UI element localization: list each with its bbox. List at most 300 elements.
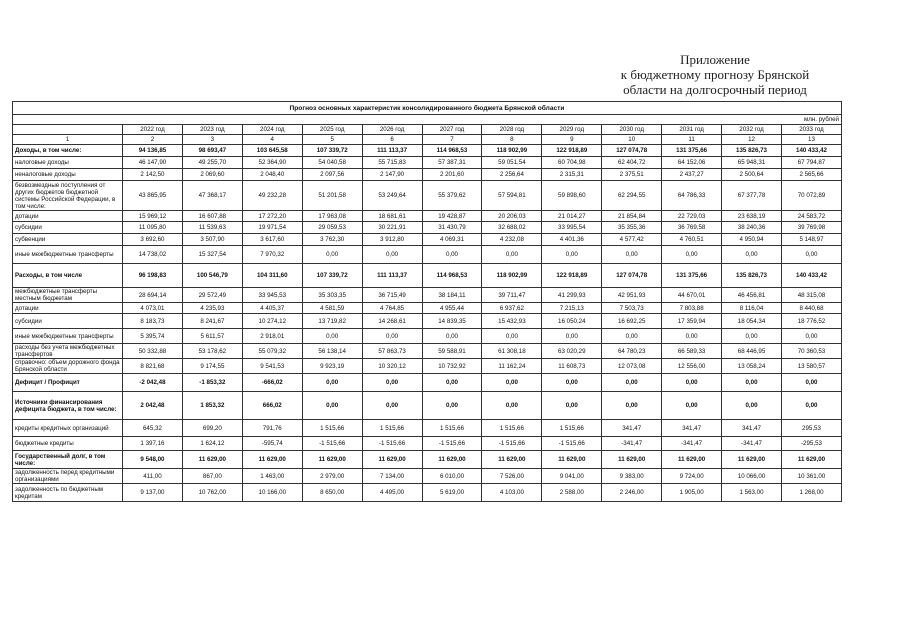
row-value: 1 515,66 <box>542 420 602 437</box>
row-label: дотации <box>13 211 123 222</box>
year-header-row <box>13 125 842 135</box>
appendix-line: к бюджетному прогнозу Брянской <box>620 67 810 82</box>
row-label: Дефицит / Профицит <box>13 374 123 392</box>
row-value: 14 268,61 <box>362 314 422 329</box>
column-number: 10 <box>602 135 662 145</box>
row-value: 17 272,20 <box>242 211 302 222</box>
row-value: 70 360,53 <box>781 344 841 359</box>
row-value: 11 629,00 <box>482 451 542 469</box>
row-value: 127 074,78 <box>602 145 662 157</box>
row-value: 4 405,37 <box>242 303 302 314</box>
row-value: 0,00 <box>602 374 662 392</box>
row-value: 2 246,00 <box>602 484 662 502</box>
row-value: 9 174,55 <box>182 359 242 374</box>
table-row <box>13 303 842 314</box>
row-value: 1 515,66 <box>422 420 482 437</box>
row-value: 0,00 <box>662 329 722 344</box>
column-number: 4 <box>242 135 302 145</box>
row-value: 19 428,87 <box>422 211 482 222</box>
row-value: 55 379,62 <box>422 181 482 211</box>
column-number-row <box>13 135 842 145</box>
row-value: 0,00 <box>362 374 422 392</box>
row-label: межбюджетные трансферты местным бюджетам <box>13 288 123 303</box>
row-value: 56 138,14 <box>302 344 362 359</box>
row-value: 0,00 <box>422 392 482 420</box>
row-value: 1 515,66 <box>302 420 362 437</box>
row-value: 645,32 <box>123 420 183 437</box>
row-value: 111 113,37 <box>362 264 422 288</box>
row-label: Государственный долг, в том числе: <box>13 451 123 469</box>
row-value: 13 058,24 <box>722 359 782 374</box>
year-header: 2022 год <box>123 125 183 135</box>
row-value: 5 148,97 <box>781 234 841 246</box>
row-label: Доходы, в том числе: <box>13 145 123 157</box>
row-value: 4 950,94 <box>722 234 782 246</box>
row-value: 11 095,80 <box>123 222 183 234</box>
row-value: 2 048,40 <box>242 169 302 181</box>
row-value: 0,00 <box>722 329 782 344</box>
row-value: 2 201,60 <box>422 169 482 181</box>
row-value: 4 577,42 <box>602 234 662 246</box>
row-value: 1 853,32 <box>182 392 242 420</box>
row-value: 65 948,31 <box>722 157 782 169</box>
budget-forecast-table <box>12 101 842 502</box>
header-blank-cell <box>13 125 123 135</box>
row-label: кредиты кредитных организаций <box>13 420 123 437</box>
row-value: 67 377,78 <box>722 181 782 211</box>
row-value: 9 548,00 <box>123 451 183 469</box>
row-value: 2 315,31 <box>542 169 602 181</box>
row-value: 0,00 <box>362 246 422 264</box>
row-value: 2 069,60 <box>182 169 242 181</box>
row-value: 62 294,55 <box>602 181 662 211</box>
row-value: 4 232,08 <box>482 234 542 246</box>
row-value: 0,00 <box>302 392 362 420</box>
row-value: 8 821,68 <box>123 359 183 374</box>
row-value: 21 854,84 <box>602 211 662 222</box>
table-row <box>13 359 842 374</box>
year-header: 2025 год <box>302 125 362 135</box>
row-value: 48 315,08 <box>781 288 841 303</box>
row-value: 43 865,95 <box>123 181 183 211</box>
row-value: 0,00 <box>781 329 841 344</box>
row-value: 4 764,85 <box>362 303 422 314</box>
table-row <box>13 169 842 181</box>
row-value: 1 515,66 <box>482 420 542 437</box>
row-value: 0,00 <box>602 246 662 264</box>
row-value: 0,00 <box>362 329 422 344</box>
row-value: 59 898,60 <box>542 181 602 211</box>
row-value: 20 206,03 <box>482 211 542 222</box>
row-value: 17 963,08 <box>302 211 362 222</box>
row-value: 0,00 <box>781 246 841 264</box>
row-label: налоговые доходы <box>13 157 123 169</box>
table-row <box>13 329 842 344</box>
row-value: 7 134,00 <box>362 469 422 484</box>
row-value: 8 116,04 <box>722 303 782 314</box>
row-value: 8 650,00 <box>302 484 362 502</box>
row-value: 8 183,73 <box>123 314 183 329</box>
row-value: 28 694,14 <box>123 288 183 303</box>
row-value: 57 594,81 <box>482 181 542 211</box>
row-value: 11 162,24 <box>482 359 542 374</box>
row-value: 1 268,00 <box>781 484 841 502</box>
row-value: 0,00 <box>542 246 602 264</box>
table-row <box>13 420 842 437</box>
table-row <box>13 222 842 234</box>
row-value: 4 581,59 <box>302 303 362 314</box>
row-label: задолженность перед кредитными организациями <box>13 469 123 484</box>
row-value: 53 178,62 <box>182 344 242 359</box>
year-header: 2023 год <box>182 125 242 135</box>
row-value: 0,00 <box>722 246 782 264</box>
row-value: 15 432,93 <box>482 314 542 329</box>
column-number: 6 <box>362 135 422 145</box>
table-title: Прогноз основных характеристик консолидированного бюджета Брянской области <box>13 102 842 115</box>
row-value: 0,00 <box>362 392 422 420</box>
row-value: 8 241,67 <box>182 314 242 329</box>
row-value: 0,00 <box>302 246 362 264</box>
row-value: 341,47 <box>602 420 662 437</box>
row-value: 140 433,42 <box>781 264 841 288</box>
row-value: 36 769,58 <box>662 222 722 234</box>
row-value: 22 729,03 <box>662 211 722 222</box>
column-number: 3 <box>182 135 242 145</box>
row-value: 42 951,93 <box>602 288 662 303</box>
row-value: 699,20 <box>182 420 242 437</box>
row-value: 131 375,66 <box>662 264 722 288</box>
row-value: 341,47 <box>662 420 722 437</box>
row-label: Источники финансирования дефицита бюджета, в том числе: <box>13 392 123 420</box>
column-number: 5 <box>302 135 362 145</box>
row-value: 103 645,58 <box>242 145 302 157</box>
table-row <box>13 344 842 359</box>
row-value: 0,00 <box>542 374 602 392</box>
row-value: 791,76 <box>242 420 302 437</box>
row-value: 2 588,00 <box>542 484 602 502</box>
row-label: иные межбюджетные трансферты <box>13 329 123 344</box>
column-number: 9 <box>542 135 602 145</box>
column-number: 2 <box>123 135 183 145</box>
row-value: 31 430,79 <box>422 222 482 234</box>
row-value: 10 732,92 <box>422 359 482 374</box>
row-value: 104 311,60 <box>242 264 302 288</box>
row-value: 11 608,73 <box>542 359 602 374</box>
unit-row <box>13 115 842 125</box>
row-value: 10 762,00 <box>182 484 242 502</box>
row-value: 100 546,79 <box>182 264 242 288</box>
row-value: 0,00 <box>722 392 782 420</box>
row-label: неналоговые доходы <box>13 169 123 181</box>
row-value: 9 383,00 <box>602 469 662 484</box>
column-number: 7 <box>422 135 482 145</box>
row-value: 5 619,00 <box>422 484 482 502</box>
row-value: 295,53 <box>781 420 841 437</box>
row-value: 17 359,94 <box>662 314 722 329</box>
row-value: 18 776,52 <box>781 314 841 329</box>
row-value: 2 142,50 <box>123 169 183 181</box>
row-value: 4 955,44 <box>422 303 482 314</box>
row-value: 46 147,90 <box>123 157 183 169</box>
row-value: 0,00 <box>302 329 362 344</box>
row-value: -1 515,66 <box>422 437 482 451</box>
row-value: 3 692,60 <box>123 234 183 246</box>
row-value: 44 670,01 <box>662 288 722 303</box>
year-header: 2028 год <box>482 125 542 135</box>
row-value: 2 097,56 <box>302 169 362 181</box>
row-value: 54 040,58 <box>302 157 362 169</box>
row-value: 33 945,53 <box>242 288 302 303</box>
row-value: 64 780,23 <box>602 344 662 359</box>
row-value: 10 066,00 <box>722 469 782 484</box>
row-value: 13 580,57 <box>781 359 841 374</box>
row-value: 63 020,29 <box>542 344 602 359</box>
table-row <box>13 469 842 484</box>
row-value: 4 495,00 <box>362 484 422 502</box>
row-value: 131 375,66 <box>662 145 722 157</box>
row-value: 2 437,27 <box>662 169 722 181</box>
table-row <box>13 145 842 157</box>
appendix-line: Приложение <box>680 52 750 67</box>
row-value: 5 611,57 <box>182 329 242 344</box>
row-value: 867,00 <box>182 469 242 484</box>
row-value: 55 715,83 <box>362 157 422 169</box>
row-value: 0,00 <box>422 246 482 264</box>
row-value: 64 152,06 <box>662 157 722 169</box>
row-value: -341,47 <box>602 437 662 451</box>
row-value: 70 072,89 <box>781 181 841 211</box>
row-value: 36 715,49 <box>362 288 422 303</box>
row-value: 19 971,54 <box>242 222 302 234</box>
row-value: 62 404,72 <box>602 157 662 169</box>
row-value: 11 629,00 <box>602 451 662 469</box>
row-value: 1 563,00 <box>722 484 782 502</box>
row-value: 135 826,73 <box>722 145 782 157</box>
row-value: 7 970,32 <box>242 246 302 264</box>
column-number: 8 <box>482 135 542 145</box>
row-value: 15 969,12 <box>123 211 183 222</box>
row-value: 10 361,00 <box>781 469 841 484</box>
year-header: 2027 год <box>422 125 482 135</box>
row-value: 1 463,00 <box>242 469 302 484</box>
row-value: 107 339,72 <box>302 145 362 157</box>
row-value: 2 375,51 <box>602 169 662 181</box>
row-value: -595,74 <box>242 437 302 451</box>
row-value: 14 839,35 <box>422 314 482 329</box>
row-value: 0,00 <box>781 392 841 420</box>
row-value: 39 769,98 <box>781 222 841 234</box>
row-value: 118 902,99 <box>482 264 542 288</box>
row-value: 0,00 <box>662 392 722 420</box>
row-value: -1 515,66 <box>362 437 422 451</box>
row-value: 107 339,72 <box>302 264 362 288</box>
row-value: 135 826,73 <box>722 264 782 288</box>
appendix-line: области на долгосрочный период <box>623 82 807 97</box>
row-value: 64 786,33 <box>662 181 722 211</box>
row-value: 30 221,91 <box>362 222 422 234</box>
row-value: 9 137,00 <box>123 484 183 502</box>
table-row <box>13 314 842 329</box>
column-number: 12 <box>722 135 782 145</box>
year-header: 2026 год <box>362 125 422 135</box>
row-value: 2 918,01 <box>242 329 302 344</box>
table-row <box>13 437 842 451</box>
row-value: 24 583,72 <box>781 211 841 222</box>
row-value: 49 255,70 <box>182 157 242 169</box>
row-value: 11 629,00 <box>362 451 422 469</box>
year-header: 2031 год <box>662 125 722 135</box>
row-value: 8 440,68 <box>781 303 841 314</box>
row-value: -666,02 <box>242 374 302 392</box>
row-value: 38 240,36 <box>722 222 782 234</box>
row-label: расходы без учета межбюджетных трансфертов <box>13 344 123 359</box>
table-row <box>13 484 842 502</box>
row-value: 9 541,53 <box>242 359 302 374</box>
row-value: 18 681,61 <box>362 211 422 222</box>
row-value: 11 629,00 <box>182 451 242 469</box>
row-value: 9 041,00 <box>542 469 602 484</box>
row-value: -1 853,32 <box>182 374 242 392</box>
table-row <box>13 157 842 169</box>
row-value: 16 607,88 <box>182 211 242 222</box>
row-value: 4 103,00 <box>482 484 542 502</box>
column-number: 11 <box>662 135 722 145</box>
row-value: 0,00 <box>662 246 722 264</box>
row-value: 51 201,58 <box>302 181 362 211</box>
row-value: 29 572,49 <box>182 288 242 303</box>
row-value: 61 308,18 <box>482 344 542 359</box>
year-header: 2029 год <box>542 125 602 135</box>
row-label: дотации <box>13 303 123 314</box>
row-value: -341,47 <box>722 437 782 451</box>
row-value: 0,00 <box>602 329 662 344</box>
year-header: 2030 год <box>602 125 662 135</box>
row-value: 66 589,33 <box>662 344 722 359</box>
row-value: 0,00 <box>722 374 782 392</box>
table-row <box>13 211 842 222</box>
row-value: 0,00 <box>422 374 482 392</box>
row-value: 11 629,00 <box>542 451 602 469</box>
row-value: 11 539,63 <box>182 222 242 234</box>
row-value: 11 629,00 <box>722 451 782 469</box>
row-value: 35 303,35 <box>302 288 362 303</box>
year-header: 2024 год <box>242 125 302 135</box>
table-row <box>13 264 842 288</box>
year-header: 2032 год <box>722 125 782 135</box>
row-value: 11 629,00 <box>781 451 841 469</box>
row-value: 140 433,42 <box>781 145 841 157</box>
row-value: 2 500,64 <box>722 169 782 181</box>
table-title-row <box>13 102 842 115</box>
row-value: -2 042,48 <box>123 374 183 392</box>
row-value: 1 624,12 <box>182 437 242 451</box>
row-value: 114 968,53 <box>422 145 482 157</box>
column-number: 1 <box>13 135 123 145</box>
row-value: 114 968,53 <box>422 264 482 288</box>
row-value: 11 629,00 <box>242 451 302 469</box>
row-value: 35 355,36 <box>602 222 662 234</box>
row-value: 2 979,00 <box>302 469 362 484</box>
row-value: 6 937,62 <box>482 303 542 314</box>
row-value: 341,47 <box>722 420 782 437</box>
row-value: 3 617,60 <box>242 234 302 246</box>
row-value: 33 995,54 <box>542 222 602 234</box>
row-value: -341,47 <box>662 437 722 451</box>
row-value: 0,00 <box>302 374 362 392</box>
row-value: 666,02 <box>242 392 302 420</box>
row-value: -1 515,66 <box>302 437 362 451</box>
row-value: 7 803,88 <box>662 303 722 314</box>
row-value: 4 073,01 <box>123 303 183 314</box>
row-value: 0,00 <box>422 329 482 344</box>
row-value: 57 863,73 <box>362 344 422 359</box>
row-value: 2 147,90 <box>362 169 422 181</box>
row-value: 1 515,66 <box>362 420 422 437</box>
table-row <box>13 234 842 246</box>
row-label: субсидии <box>13 222 123 234</box>
row-value: 1 905,00 <box>662 484 722 502</box>
row-value: -295,53 <box>781 437 841 451</box>
row-value: 14 738,02 <box>123 246 183 264</box>
row-value: 59 051,54 <box>482 157 542 169</box>
row-value: 9 724,00 <box>662 469 722 484</box>
year-header: 2033 год <box>781 125 841 135</box>
row-value: 67 794,87 <box>781 157 841 169</box>
row-value: 55 079,32 <box>242 344 302 359</box>
row-value: 16 050,24 <box>542 314 602 329</box>
table-row <box>13 246 842 264</box>
table-row <box>13 288 842 303</box>
row-value: 2 256,64 <box>482 169 542 181</box>
row-value: 0,00 <box>482 329 542 344</box>
row-label: безвозмездные поступления от других бюджетов бюджетной системы Российской Федерации, в том числе: <box>13 181 123 211</box>
row-value: 12 556,00 <box>662 359 722 374</box>
row-value: 7 526,00 <box>482 469 542 484</box>
row-label: субвенции <box>13 234 123 246</box>
table-row <box>13 374 842 392</box>
row-value: 47 368,17 <box>182 181 242 211</box>
row-value: 11 629,00 <box>422 451 482 469</box>
row-value: 50 332,88 <box>123 344 183 359</box>
row-value: -1 515,66 <box>542 437 602 451</box>
row-value: -1 515,66 <box>482 437 542 451</box>
row-value: 39 711,47 <box>482 288 542 303</box>
row-value: 98 693,47 <box>182 145 242 157</box>
row-value: 32 688,02 <box>482 222 542 234</box>
row-value: 15 327,54 <box>182 246 242 264</box>
row-value: 10 320,12 <box>362 359 422 374</box>
row-value: 4 401,36 <box>542 234 602 246</box>
row-value: 41 299,93 <box>542 288 602 303</box>
row-value: 1 397,16 <box>123 437 183 451</box>
unit-label: млн. рублей <box>13 115 842 125</box>
table-row <box>13 451 842 469</box>
row-value: 118 902,99 <box>482 145 542 157</box>
row-value: 3 507,90 <box>182 234 242 246</box>
row-value: 0,00 <box>482 392 542 420</box>
row-value: 127 074,78 <box>602 264 662 288</box>
row-value: 4 069,31 <box>422 234 482 246</box>
row-value: 3 762,30 <box>302 234 362 246</box>
table-row <box>13 392 842 420</box>
row-value: 0,00 <box>542 329 602 344</box>
table-row <box>13 181 842 211</box>
row-label: субсидии <box>13 314 123 329</box>
row-value: 23 638,19 <box>722 211 782 222</box>
row-value: 46 456,81 <box>722 288 782 303</box>
row-label: задолженность по бюджетным кредитам <box>13 484 123 502</box>
row-value: 10 166,00 <box>242 484 302 502</box>
